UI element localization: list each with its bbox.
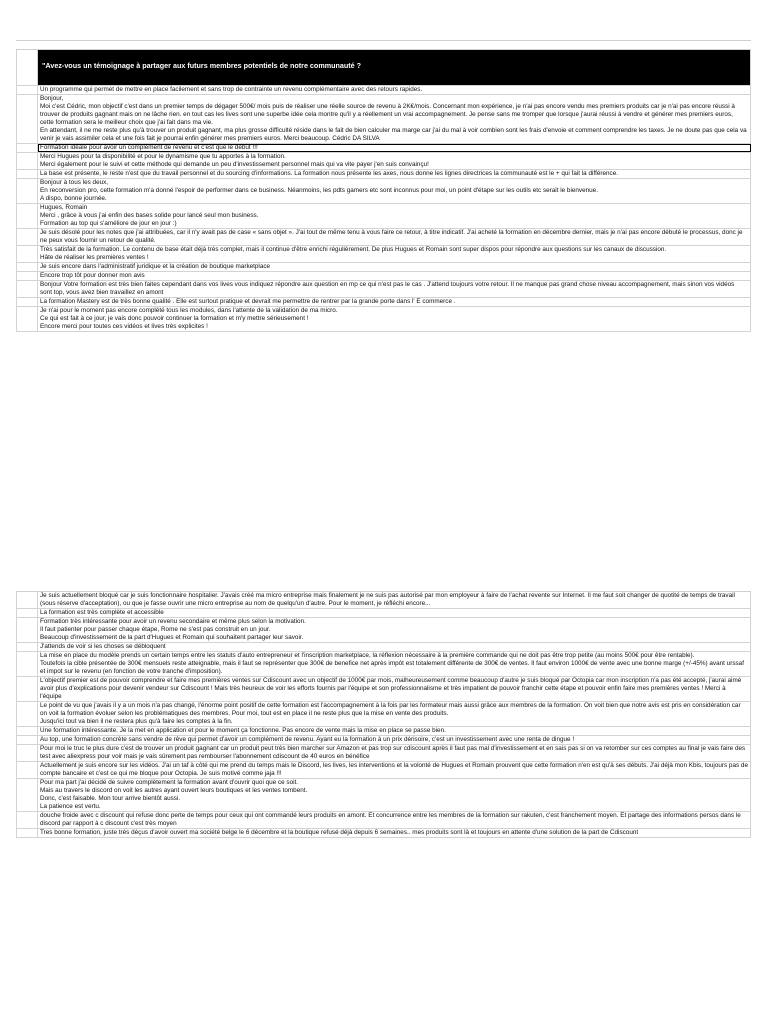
response-cell[interactable]: Je suis désolé pour les notes que j'ai attribuées, car il n'y avait pas de case « sans objet ». J'ai tout de même tenu à vous faire ce retour, à titre indicatif. J'ai acheté la formation en décembre dernier, mais je n'ai pas encore débuté le processus, donc je ne peux vous fournir un retour de qualité. <box>38 229 751 245</box>
response-cell[interactable]: La mise en place du modèle prends un certain temps entre les statuts d'auto entrepreneur et l'inscription marketplace, la réflexion nécessaire à la première commande qui ne doit pas être trop petite (au moins 500€ pour être rentable). Toutefois la cible présentée de 300€ mensuels reste atteignable, mais il faut se représenter que 300€ de benefice net après impôt est totalement différente de 300€ de ventes. Il faut environ 1000€ de vente avec une bonne marge (+/-45%) avant urssaf et impot sur le revenu (en fonction de votre tranche d'imposition). <box>38 652 751 676</box>
table-row <box>16 618 751 643</box>
response-cell[interactable]: Tres bonne formation, juste très déçus d'avoir ouvert ma société belge le 6 décembre et la boutique refusé déjà depuis 6 semaines.. mes produits sont là et toujours en attente d'une solution de la part de Cdiscount <box>38 829 751 837</box>
response-cell[interactable]: Formation idéale pour avoir un complément de revenu et c'est que le début !!! <box>38 144 751 152</box>
table-row <box>16 204 751 229</box>
response-cell[interactable]: Je n'ai pour le moment pas encore complété tous les modules, dans l'attente de la validation de ma micro. Ce qui est fait à ce jour, je vais donc pouvoir continuer la formation et m'y mettre sérieusement ! Encore merci pour toutes ces vidéos et lives très explicites ! <box>38 307 751 331</box>
table-row <box>16 762 751 779</box>
grid-line <box>16 40 751 41</box>
table-row <box>16 677 751 702</box>
row-number-cell <box>16 50 38 85</box>
table-row <box>16 179 751 204</box>
response-cell[interactable]: Bonjour, Moi c'est Cédric, mon objectif c'est dans un premier temps de dégager 500€/ mois puis de réaliser une réelle source de revenu à 2K€/mois. Concernant mon expérience, je n'ai pas encore vendu mes premiers produits car je n'ai pas encore réussi à trouver de produits gagnant mais on ne lâche rien. en tout cas les lives sont une superbe idée cela montre qu'il y a réellement un vrai accompagnement. Je pense sans me tromper que lorsque j'aurai réussi à vendre et générer mes premiers euros, cette formation sera le meilleur choix que j'ai fait dans ma vie. En attendant, il ne me reste plus qu'à trouver un produit gagnant, ma plus grosse difficulté réside dans le fait de bien calculer ma marge car j'ai du mal à voir combien sont les frais d'envoie et comment comprendre les taxes. Je ne doute pas que cela va venir je vais assimiler cela et une fois fait je pourrai enfin générer mes premiers euros. Merci beaucoup. Cédric DA SILVA <box>38 95 751 143</box>
table-row <box>16 246 751 263</box>
table-row <box>16 727 751 736</box>
response-cell[interactable]: Merci Hugues pour ta disponibilité et pour le dynamisme que tu apportes à la formation. Merci également pour le suivi et cette méthode qui demande un peu d'investissement personnel mais qui va vite payer j'en suis convainçu! <box>38 153 751 169</box>
response-cell[interactable]: Un programme qui permet de mettre en place facilement et sans trop de contrainte un revenu complémentaire avec des retours rapides. <box>38 86 751 94</box>
table-row <box>16 229 751 246</box>
spreadsheet-page-2 <box>16 591 751 838</box>
response-cell[interactable]: Le point de vu que j'avais il y a un mois n'a pas changé, l'énorme point positif de cette formation est l'accompagnement à la fois par les formateur mais aussi grâce aux membres de la formation. On voit bien que notre avis est pris en considération car on voit la formation évoluer selon les problématiques des membres. Pour moi, tout est en place il ne reste plus que la mise en vente des produits. Jusqu'ici tout va bien il ne restera plus qu'à faire les comptes à la fin. <box>38 702 751 726</box>
response-cell[interactable]: Je suis actuellement bloqué car je suis fonctionnaire hospitalier. J'avais créé ma micro entreprise mais finalement je ne suis pas autorisé par mon employeur à faire de l'achat revente sur Internet. Il me faut soit changer de quotité de temps de travail (sous réserve d'acceptation), ou que je fasse ouvrir une micro entreprise au nom de quelqu'un d'autre. Pour le moment, je réfléchi encore... <box>38 592 751 608</box>
table-row <box>16 736 751 745</box>
response-cell[interactable]: Je suis encore dans l'administratif juridique et la création de boutique marketplace <box>38 263 751 271</box>
spreadsheet-page-1 <box>16 49 751 332</box>
response-cell[interactable]: L'objectif premier est de pouvoir comprendre et faire mes premières ventes sur Cdiscount avec un objectif de 1000€ par mois, malheureusement comme beaucoup d'autre je suis bloqué par Octopia car mon inscription n'a pas été accepté, j'aurai aimé avoir plus d'explications pour devenir vendeur sur Cdiscount ! Mais très heureux de voir les efforts fournis par l'équipe et son professionnalisme et très impatient de pouvoir franchir cette étape et pouvoir enfin faire mes premières ventes ! Merci à l'équipe <box>38 677 751 701</box>
response-cell[interactable]: Formation très intéressante pour avoir un revenu secondaire et même plus selon la motivation. Il faut patienter pour passer chaque étape, Rome ne s'est pas construit en un jour. Beaucoup d'investissement de la part d'Hugues et Romain qui souhaitent partager leur savoir. <box>38 618 751 642</box>
response-cell[interactable]: Hugues, Romain Merci , grâce à vous j'ai enfin des bases solide pour lancé seul mon business. Formation au top qui s'améliore de jour en jour :) <box>38 204 751 228</box>
table-row <box>16 263 751 272</box>
response-cell[interactable]: douche froide avec c discount qui refuse donc perte de temps pour ceux qui ont commandé leurs produits en amont. Et concurrence entre les membres de la formation sur rakuten, c'est franchement moyen. Et partage des informations persos dans le discord par rapport à c discount c'est très moyen <box>38 812 751 828</box>
response-cell[interactable]: Bonjour à tous les deux, En reconversion pro, cette formation m'a donné l'espoir de performer dans ce business. Néanmoins, les pdts gamers etc sont inconnus pour moi, un point d'étape sur les outils etc serait le bienvenue. A dispo, bonne journée. <box>38 179 751 203</box>
response-cell[interactable]: La formation est très complète et accessible <box>38 609 751 617</box>
table-row <box>16 86 751 95</box>
table-row <box>16 592 751 609</box>
response-cell[interactable]: Encore trop tôt pour donner mon avis <box>38 272 751 280</box>
response-cell[interactable]: Très satisfait de la formation. Le contenu de base était déjà très complet, mais il continue d'être enrichi régulièrement. De plus Hugues et Romain sont super dispos pour répondre aux questions sur les canaux de discussion. Hâte de réaliser les premières ventes ! <box>38 246 751 262</box>
table-row <box>16 702 751 727</box>
table-row <box>16 170 751 179</box>
response-cell[interactable]: Une formation intéressante. Je la met en application et pour le moment ça fonctionne. Pas encore de vente mais la mise en place se passe bien. <box>38 727 751 735</box>
table-row <box>16 745 751 762</box>
response-cell[interactable]: La base est présente, le reste n'est que du travail personnel et du sourcing d'informations. La formation nous présente les axes, nous donne les lignes directrices la communauté est le + qui fait la différence. <box>38 170 751 178</box>
table-row <box>16 829 751 838</box>
table-row <box>16 144 751 153</box>
table-row <box>16 272 751 281</box>
table-row <box>16 643 751 652</box>
table-row <box>16 812 751 829</box>
response-cell[interactable]: Pour ma part j'ai décidé de suivre complètement la formation avant d'ouvrir quoi que ce soit. Mais au travers le discord on voit les autres ayant ouvert leurs boutiques et les ventes tombent. Donc, c'est faisable. Mon tour arrive bientôt aussi. La patience est vertu. <box>38 779 751 811</box>
table-row <box>16 281 751 298</box>
question-header[interactable]: "Avez-vous un témoignage à partager aux futurs membres potentiels de notre communauté ? <box>38 50 751 85</box>
table-row <box>16 298 751 307</box>
response-cell[interactable]: Actuellement je suis encore sur les vidéos. J'ai un taf à côté qui me prend du temps mais le Discord, les lives, les interventions et la volonté de Hugues et Romain prouvent que cette formation n'en est qu'à ses débuts. J'ai déjà mon Kbis, toujours pas de compte bancaire et c'est ce qui me bloque pour Octopia. Je suis motivé comme jaja !!! <box>40 762 750 777</box>
response-cell[interactable]: Au top, une formation concrète sans vendre de rêve qui permet d'avoir un complément de revenu. Ayant eu la formation à un prix dérisoire, c'est un investissement avec une renta de dingue ! <box>38 736 751 744</box>
response-cell[interactable]: La formation Mastery est de très bonne qualité . Elle est surtout pratique et devrait me permettre de rentrer par la grande porte dans l' E commerce . <box>38 298 751 306</box>
response-cell[interactable]: Bonjour Votre formation est très bien faites cependant dans vos lives vous indiquez répondre aux question en mp ce qui n'est pas le cas . J'attend toujours votre retour. Il ne manque pas grand chose niveau accompagnement, mais sinon vos vidéos sont top, vous avez bien travaillez en amont <box>38 281 751 297</box>
table-row <box>16 307 751 332</box>
table-row <box>16 153 751 170</box>
table-row <box>16 609 751 618</box>
table-row <box>16 779 751 812</box>
response-cell[interactable]: J'attends de voir si les choses se débloquent <box>38 643 751 651</box>
response-cell[interactable]: Pour moi le truc le plus dure c'est de trouver un produit gagnant car un produit peut très bien marcher sur Amazon et pas trop sur cdiscount après il faut pas mal d'investissement et en sais pas si on va retomber sur ces comptes au final je vais faire des test avec aliexpress pour voir mais je vais sûrement pas rembourser l'abonnement cdiscount de 40 euros en bénéfice <box>38 745 751 761</box>
header-row <box>16 50 751 86</box>
table-row <box>16 652 751 677</box>
table-row <box>16 95 751 144</box>
